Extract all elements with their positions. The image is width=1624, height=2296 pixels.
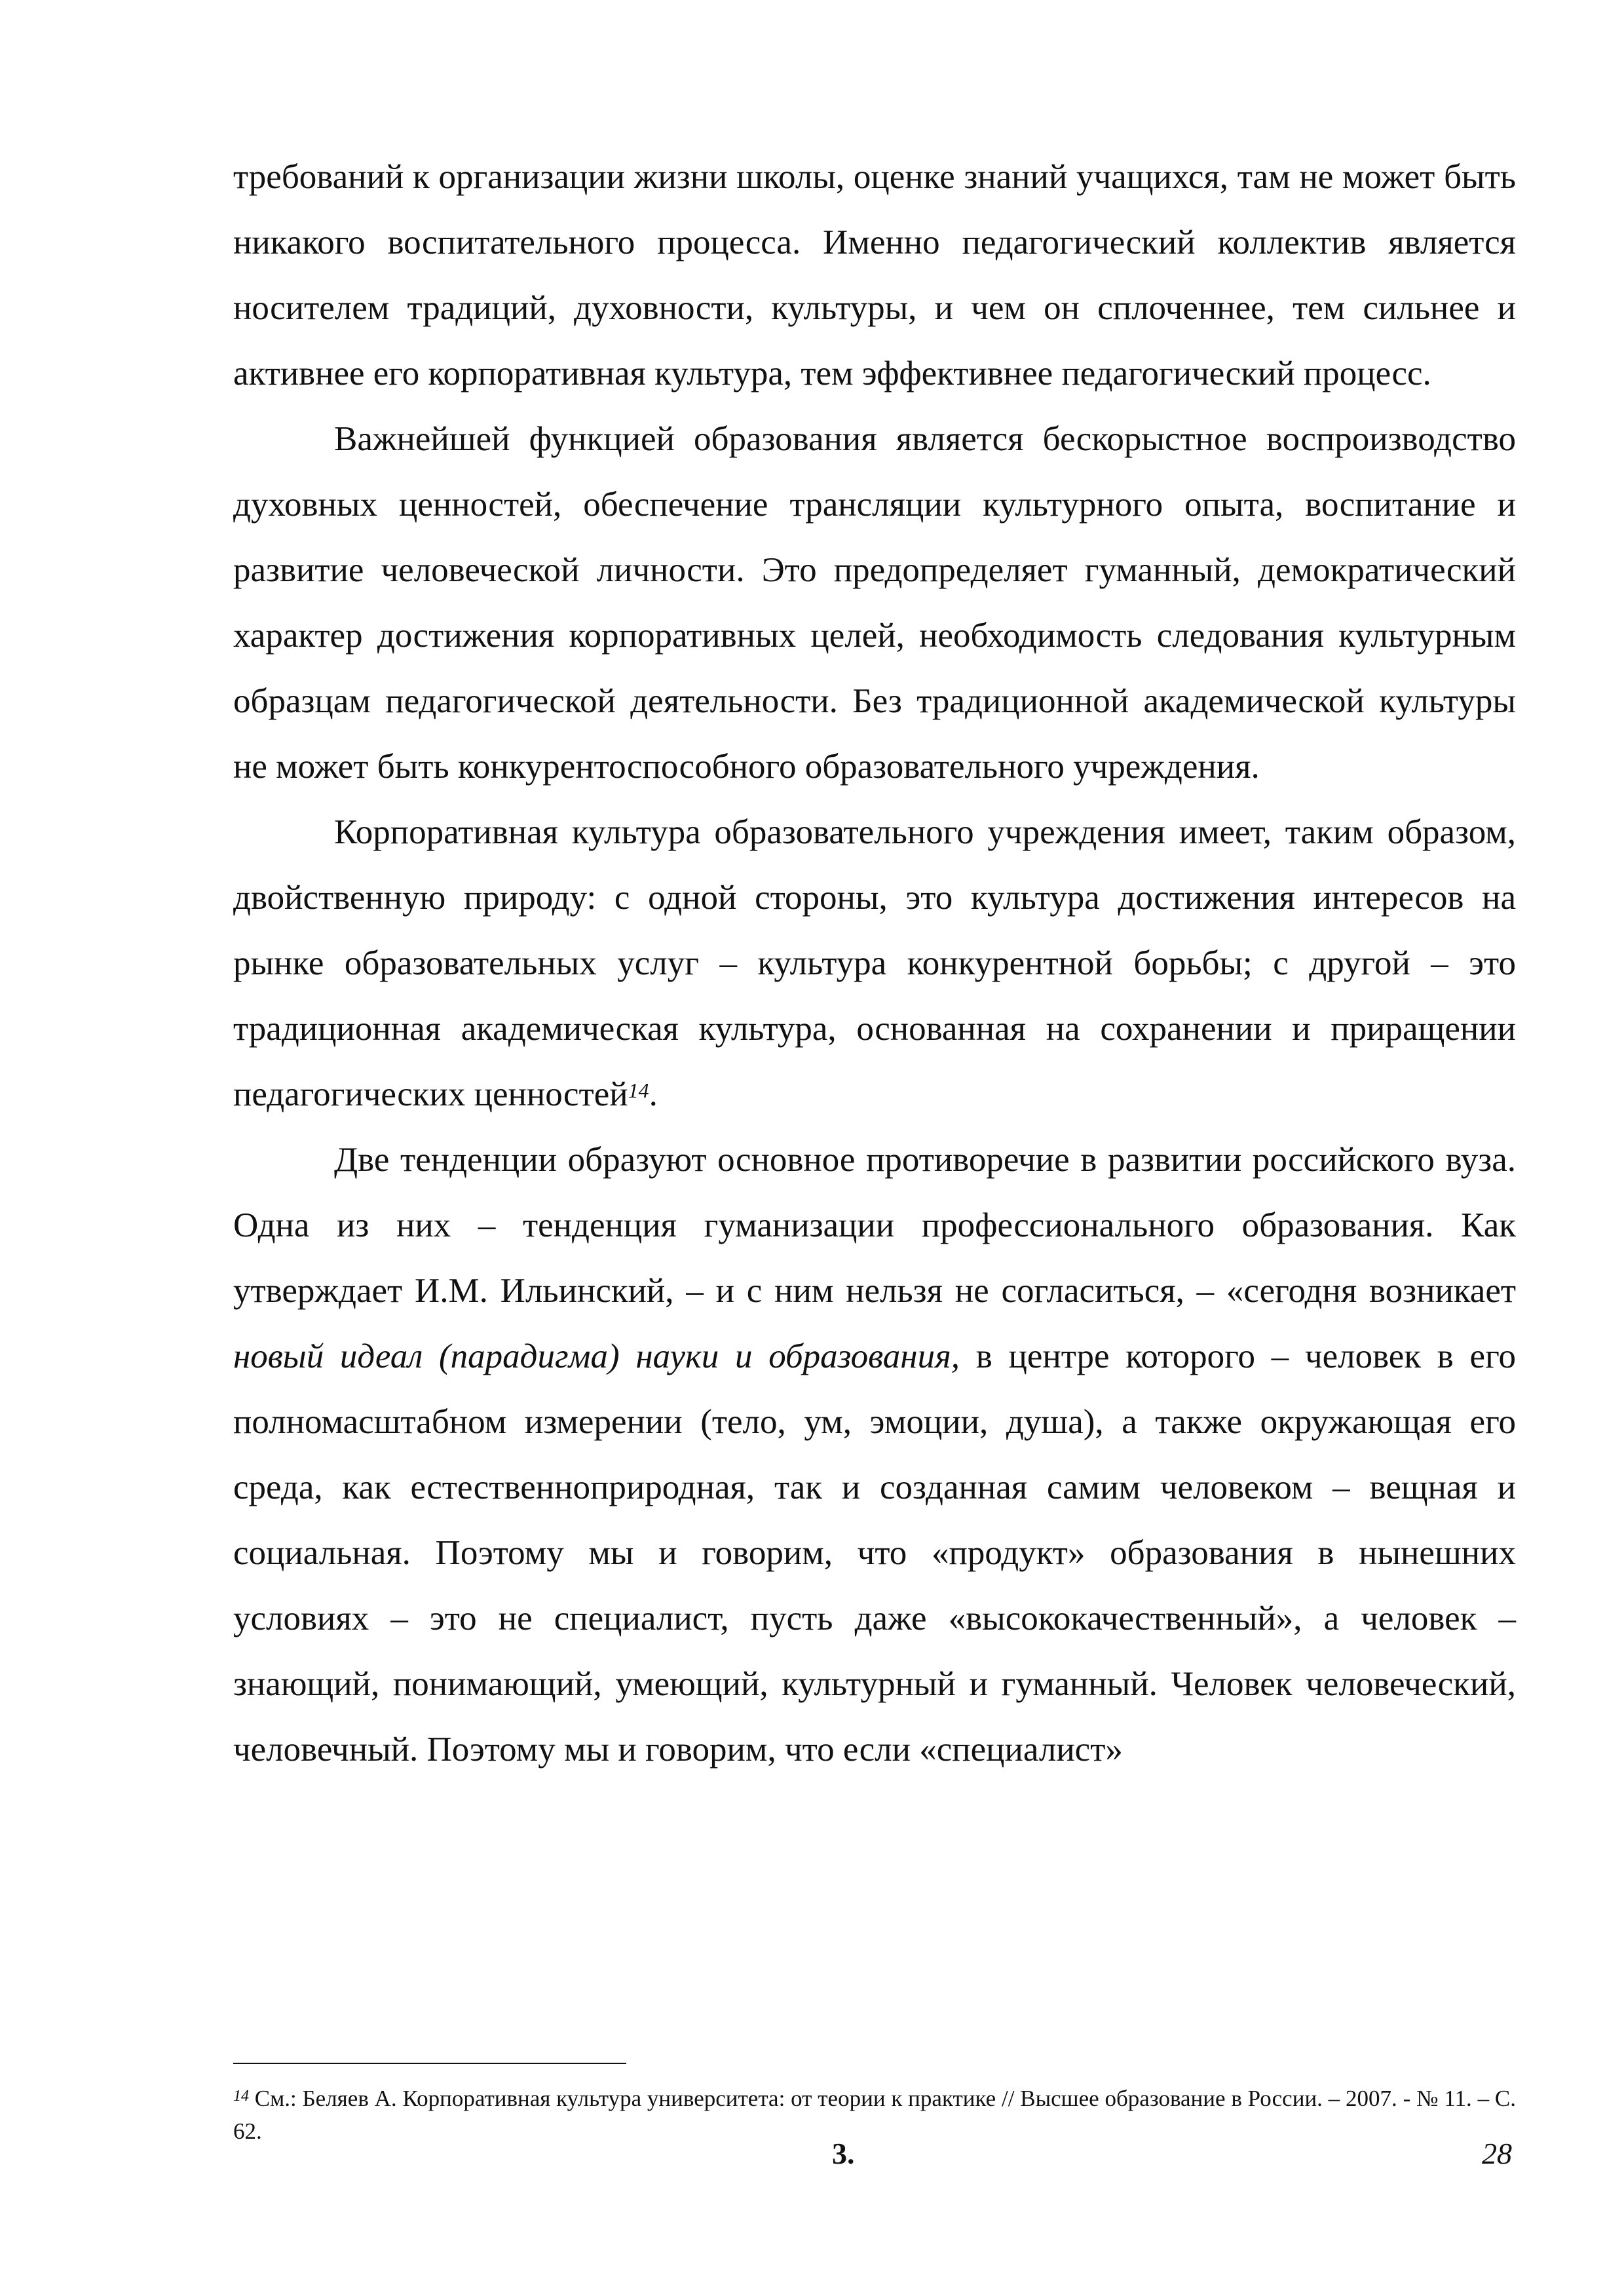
- footnote-reference: 14: [628, 1079, 649, 1102]
- footnote: [233, 2082, 1516, 2148]
- footnote-divider: [233, 2063, 626, 2064]
- footnote-mark: 14: [233, 2088, 249, 2105]
- body-text: [233, 144, 1516, 1782]
- paragraph: [233, 799, 1516, 1127]
- text-segment: .: [649, 1075, 658, 1113]
- page-number: 28: [1482, 2137, 1512, 2170]
- footnote-text: См.: Беляев А. Корпоративная культура университета: от теории к практике // Высшее образование в России. – 2007. - № 11. – С. 62.: [233, 2086, 1516, 2144]
- paragraph: [233, 406, 1516, 799]
- italic-text: новый идеал (парадигма) науки и образования,: [233, 1337, 960, 1375]
- section-number: 3.: [832, 2137, 855, 2170]
- paragraph: [233, 144, 1516, 406]
- text-segment: Важнейшей функцией образования является бескорыстное воспроизводство духовных ценностей, обеспечение трансляции культурного опыта, воспитание и развитие человеческой личности. Это предопределяет гуманный, демократический характер достижения корпоративных целей, необходимость следования культурным образцам педагогической деятельности. Без традиционной академической культуры не может быть конкурентоспособного образовательного учреждения.: [233, 420, 1516, 786]
- text-segment: Корпоративная культура образовательного учреждения имеет, таким образом, двойственную природу: с одной стороны, это культура достижения интересов на рынке образовательных услуг – культура конкурентной борьбы; с другой – это традиционная академическая культура, основанная на сохранении и приращении педагогических ценностей: [233, 813, 1516, 1113]
- text-segment: в центре которого – человек в его полномасштабном измерении (тело, ум, эмоции, душа), а также окружающая его среда, как естественноприродная, так и созданная самим человеком – вещная и социальная. Поэтому мы и говорим, что «продукт» образования в нынешних условиях – это не специалист, пусть даже «высококачественный», а человек – знающий, понимающий, умеющий, культурный и гуманный. Человек человеческий, человечный. Поэтому мы и говорим, что если «специалист»: [233, 1337, 1516, 1769]
- text-segment: требований к организации жизни школы, оценке знаний учащихся, там не может быть никакого воспитательного процесса. Именно педагогический коллектив является носителем традиций, духовности, культуры, и чем он сплоченнее, тем сильнее и активнее его корпоративная культура, тем эффективнее педагогический процесс.: [233, 158, 1516, 392]
- paragraph: [233, 1127, 1516, 1782]
- text-segment: Две тенденции образуют основное противоречие в развитии российского вуза. Одна из них – тенденция гуманизации профессионального образования. Как утверждает И.М. Ильинский, – и с ним нельзя не согласиться, – «сегодня возникает: [233, 1141, 1516, 1310]
